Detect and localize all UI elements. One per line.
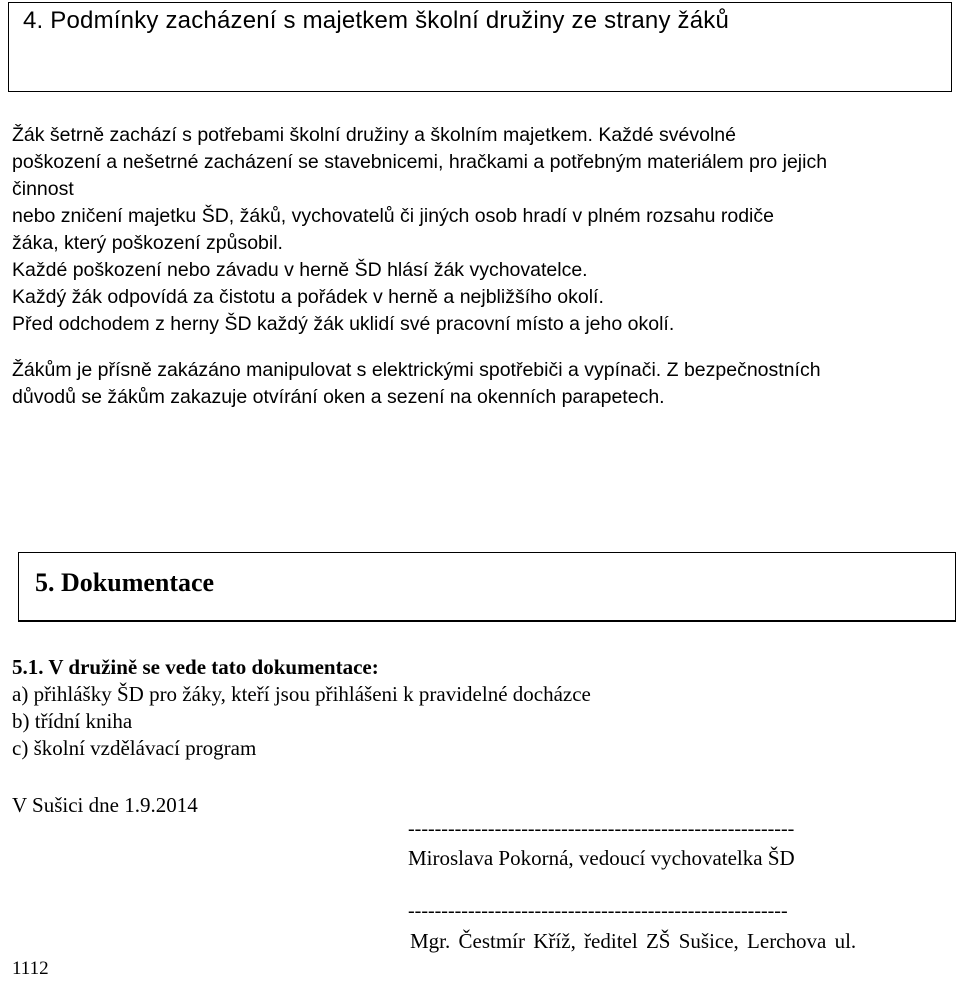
section-4-body [12, 122, 952, 411]
section-5-body [12, 654, 591, 762]
paragraph-line: poškození a nešetrné zacházení se stavebnicemi, hračkami a potřebným materiálem pro jejich [12, 151, 828, 173]
paragraph-line: žáka, který poškození způsobil. [12, 232, 283, 254]
signature-line-2: --------------------------------------------------------- [408, 900, 788, 922]
list-item: c) školní vzdělávací program [12, 736, 257, 760]
section-4-heading-box [8, 2, 952, 92]
paragraph-line: Žákům je přísně zakázáno manipulovat s elektrickými spotřebiči a vypínači. Z bezpečnostních [12, 359, 821, 381]
paragraph-line: Žák šetrně zachází s potřebami školní družiny a školním majetkem. Každé svévolné [12, 124, 736, 146]
paragraph-gap [12, 338, 952, 357]
paragraph-line: důvodů se žákům zakazuje otvírání oken a sezení na okenních parapetech. [12, 386, 665, 408]
section-5-heading-box [18, 552, 956, 622]
section-5-subheading: 5.1. V družině se vede tato dokumentace: [12, 655, 379, 679]
paragraph-line: Každý žák odpovídá za čistotu a pořádek v herně a nejbližšího okolí. [12, 286, 604, 308]
section-5-heading: 5. Dokumentace [35, 568, 215, 597]
section-4-heading: 4. Podmínky zacházení s majetkem školní družiny ze strany žáků [23, 7, 730, 34]
paragraph-line: činnost [12, 178, 74, 200]
paragraph-line: Každé poškození nebo závadu v herně ŠD hlásí žák vychovatelce. [12, 259, 588, 281]
paragraph-line: Před odchodem z herny ŠD každý žák uklidí své pracovní místo a jeho okolí. [12, 313, 675, 335]
signature-date: V Sušici dne 1.9.2014 [12, 793, 198, 817]
signatory-2: Mgr. Čestmír Kříž, ředitel ZŠ Sušice, Lerchova ul. [410, 929, 857, 953]
page-number: 1112 [12, 958, 49, 979]
list-item: b) třídní kniha [12, 709, 133, 733]
signatory-1: Miroslava Pokorná, vedoucí vychovatelka ŠD [408, 846, 795, 870]
signature-line-1: ---------------------------------------------------------- [408, 818, 795, 840]
paragraph-line: nebo zničení majetku ŠD, žáků, vychovatelů či jiných osob hradí v plném rozsahu rodiče [12, 205, 774, 227]
list-item: a) přihlášky ŠD pro žáky, kteří jsou přihlášeni k pravidelné docházce [12, 682, 591, 706]
